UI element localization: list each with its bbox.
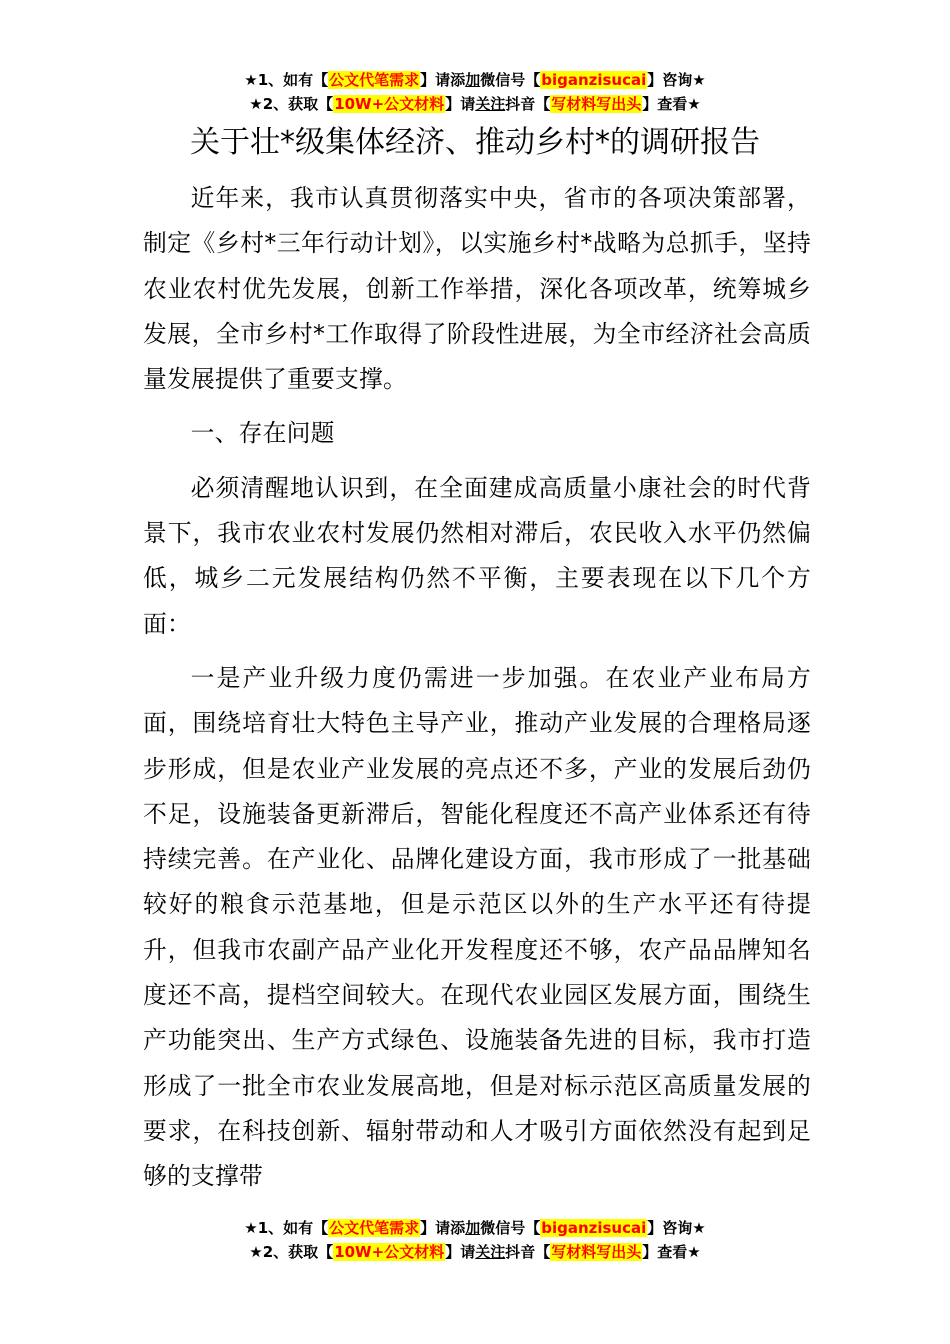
bottom-promo-banner <box>0 1216 950 1264</box>
promo-text: 】请 <box>445 95 476 113</box>
top-promo-banner <box>0 68 950 116</box>
promo-highlight: biganzisucai <box>541 1219 647 1237</box>
promo-text: 】请 <box>445 1243 476 1261</box>
promo-underlined-text: 加 <box>465 71 481 89</box>
promo-text: ★2、获取【 <box>249 95 334 113</box>
promo-text: 】咨询★ <box>647 1219 706 1237</box>
promo-text: 】请添 <box>420 1219 466 1237</box>
promo-text: ★1、如有【 <box>244 1219 329 1237</box>
promo-highlight: 10W+公文材料 <box>334 1243 445 1261</box>
promo-underlined-text: 关注 <box>475 1243 506 1261</box>
promo-text: 抖音【 <box>505 1243 551 1261</box>
body-paragraph: 必须清醒地认识到，在全面建成高质量小康社会的时代背景下，我市农业农村发展仍然相对滞后，农民收入水平仍然偏低，城乡二元发展结构仍然不平衡，主要表现在以下几个方面： <box>143 473 811 638</box>
promo-highlight: 写材料写出头 <box>551 1243 642 1261</box>
promo-text: 】查看★ <box>642 95 701 113</box>
promo-text: 】咨询★ <box>647 71 706 89</box>
promo-highlight: 10W+公文材料 <box>334 95 445 113</box>
promo-text: 】请添 <box>420 71 466 89</box>
promo-underlined-text: 关注 <box>475 95 506 113</box>
intro-paragraph: 近年来，我市认真贯彻落实中央，省市的各项决策部署，制定《乡村*三年行动计划》，以实施乡村*战略为总抓手，坚持农业农村优先发展，创新工作举措，深化各项改革，统筹城乡发展，全市乡村*工作取得了阶段性进展，为全市经济社会高质量发展提供了重要支撑。 <box>143 184 811 394</box>
document-title: 关于壮*级集体经济、推动乡村*的调研报告 <box>190 125 760 160</box>
promo-text: 微信号【 <box>480 71 541 89</box>
document-body <box>143 176 811 1209</box>
promo-text: ★1、如有【 <box>244 71 329 89</box>
promo-line-1 <box>0 68 950 92</box>
body-paragraph: 一是产业升级力度仍需进一步加强。在农业产业布局方面，围绕培育壮大特色主导产业，推动产业发展的合理格局逐步形成，但是农业产业发展的亮点还不多，产业的发展后劲仍不足，设施装备更新滞后，智能化程度还不高产业体系还有待持续完善。在产业化、品牌化建设方面，我市形成了一批基础较好的粮食示范基地，但是示范区以外的生产水平还有待提升，但我市农副产品产业化开发程度还不够，农产品品牌知名度还不高，提档空间较大。在现代农业园区发展方面，围绕生产功能突出、生产方式绿色、设施装备先进的目标，我市打造形成了一批全市农业发展高地，但是对标示范区高质量发展的要求，在科技创新、辐射带动和人才吸引方面依然没有起到足够的支撑带 <box>143 663 811 1191</box>
promo-line-2 <box>0 92 950 116</box>
promo-underlined-text: 加 <box>465 1219 481 1237</box>
promo-highlight: 公文代笔需求 <box>329 71 420 89</box>
promo-text: 微信号【 <box>480 1219 541 1237</box>
promo-text: 】查看★ <box>642 1243 701 1261</box>
promo-line-1 <box>0 1216 950 1240</box>
promo-highlight: 写材料写出头 <box>551 95 642 113</box>
promo-highlight: 公文代笔需求 <box>329 1219 420 1237</box>
promo-line-2 <box>0 1240 950 1264</box>
promo-text: ★2、获取【 <box>249 1243 334 1261</box>
promo-text: 抖音【 <box>505 95 551 113</box>
promo-highlight: biganzisucai <box>541 71 647 89</box>
section-heading: 一、存在问题 <box>190 419 335 448</box>
